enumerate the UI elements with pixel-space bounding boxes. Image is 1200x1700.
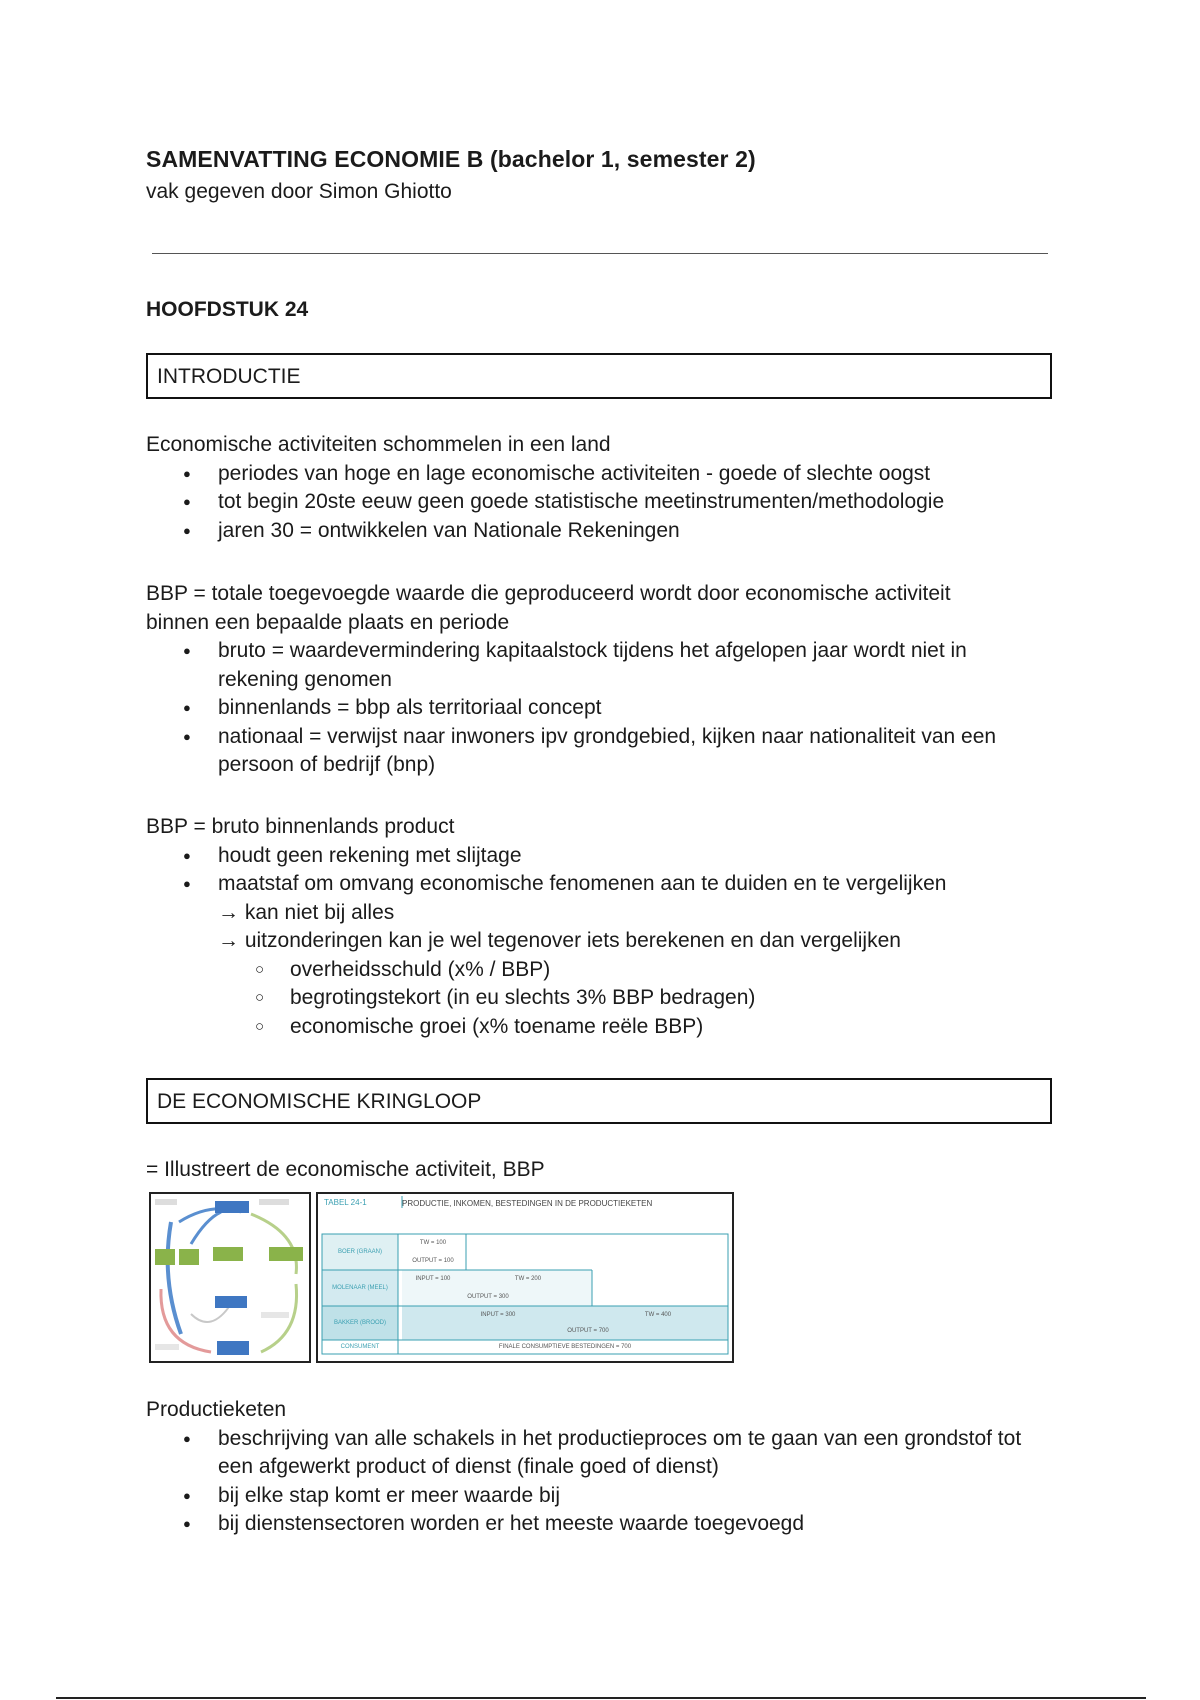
production-chain-table <box>316 1192 734 1363</box>
diagram-node <box>215 1201 249 1213</box>
list-item: ● beschrijving van alle schakels in het productieproces om te gaan van een grondstof tot een afgewerkt product of dienst (finale goed of dienst) <box>146 1425 1046 1482</box>
list-item: ● houdt geen rekening met slijtage <box>146 842 1066 871</box>
table-label: TABEL 24-1 <box>324 1198 367 1207</box>
diagram-node <box>155 1249 175 1265</box>
paragraph-lead: BBP = totale toegevoegde waarde die geproduceerd wordt door economische activiteit binnen een bepaalde plaats en periode <box>146 582 951 634</box>
bullet-list <box>146 842 1066 899</box>
table-row-label: BAKKER (BROOD) <box>333 1320 386 1326</box>
list-item: ● bruto = waardevermindering kapitaalstock tijdens het afgelopen jaar wordt niet in rekening genomen <box>146 637 1016 694</box>
paragraph-lead: Productieketen <box>146 1398 287 1421</box>
paragraph-lead: BBP = bruto binnenlands product <box>146 815 455 838</box>
table-row-label: MOLENAAR (MEEL) <box>332 1285 388 1291</box>
paragraph-lead: = Illustreert de economische activiteit, BBP <box>146 1158 545 1181</box>
arrow-note: → kan niet bij alles <box>218 900 395 924</box>
diagram-node <box>179 1249 199 1265</box>
arrow-note: → uitzonderingen kan je wel tegenover iets berekenen en dan vergelijken <box>218 929 901 952</box>
sub-list-item: ○ overheidsschuld (x% / BBP) <box>146 956 1066 985</box>
circular-flow-graphic <box>151 1194 309 1361</box>
text-block-productieketen <box>146 1396 1046 1539</box>
circular-flow-diagram <box>149 1192 311 1363</box>
document-title: SAMENVATTING ECONOMIE B (bachelor 1, semester 2) <box>146 146 756 172</box>
text-block-kringloop-intro <box>146 1156 1066 1185</box>
sub-list-item: ○ begrotingstekort (in eu slechts 3% BBP bedragen) <box>146 984 1066 1013</box>
table-cell: INPUT = 100 <box>415 1276 451 1282</box>
section-heading-kringloop: DE ECONOMISCHE KRINGLOOP <box>146 1078 1052 1124</box>
section-heading-introductie: INTRODUCTIE <box>146 353 1052 399</box>
bullet-list <box>146 460 1066 546</box>
table-row-label: CONSUMENT <box>340 1344 380 1350</box>
list-item: ● tot begin 20ste eeuw geen goede statistische meetinstrumenten/methodologie <box>146 488 1066 517</box>
table-row-label: BOER (GRAAN) <box>337 1249 382 1255</box>
sub-bullet-list <box>146 956 1066 1042</box>
page-bottom-border <box>56 1697 1146 1699</box>
text-block-bbp-bruto <box>146 813 1066 1041</box>
table-cell: INPUT = 300 <box>480 1312 516 1318</box>
diagram-node <box>213 1247 243 1261</box>
table-cell: FINALE CONSUMPTIEVE BESTEDINGEN = 700 <box>498 1344 632 1350</box>
text-block-bbp-definitie <box>146 580 1016 780</box>
chapter-heading: HOOFDSTUK 24 <box>146 298 309 321</box>
table-cell: TW = 200 <box>514 1276 542 1282</box>
list-item: ● nationaal = verwijst naar inwoners ipv grondgebied, kijken naar nationaliteit van een persoon of bedrijf (bnp) <box>146 723 1016 780</box>
table-cell: OUTPUT = 300 <box>467 1294 509 1300</box>
list-item: ● maatstaf om omvang economische fenomenen aan te duiden en te vergelijken <box>146 870 1066 899</box>
diagram-node <box>269 1247 303 1261</box>
list-item: ● bij elke stap komt er meer waarde bij <box>146 1482 1046 1511</box>
list-item: ● binnenlands = bbp als territoriaal concept <box>146 694 1016 723</box>
document-subtitle: vak gegeven door Simon Ghiotto <box>146 180 452 203</box>
horizontal-divider <box>152 253 1048 254</box>
table-cell: OUTPUT = 700 <box>567 1328 609 1334</box>
paragraph-lead: Economische activiteiten schommelen in een land <box>146 433 611 456</box>
table-cell: TW = 400 <box>644 1312 672 1318</box>
list-item: ● bij dienstensectoren worden er het meeste waarde toegevoegd <box>146 1510 1046 1539</box>
text-block-schommelingen <box>146 431 1066 545</box>
table-cell: OUTPUT = 100 <box>412 1258 454 1264</box>
bullet-list <box>146 1425 1046 1539</box>
list-item: ● periodes van hoge en lage economische activiteiten - goede of slechte oogst <box>146 460 1066 489</box>
table-cell: TW = 100 <box>419 1240 447 1246</box>
table-title: PRODUCTIE, INKOMEN, BESTEDINGEN IN DE PRODUCTIEKETEN <box>402 1199 653 1208</box>
bullet-list <box>146 637 1016 780</box>
diagram-node <box>215 1296 247 1308</box>
diagram-node <box>217 1341 249 1355</box>
list-item: ● jaren 30 = ontwikkelen van Nationale Rekeningen <box>146 517 1066 546</box>
sub-list-item: ○ economische groei (x% toename reële BBP) <box>146 1013 1066 1042</box>
